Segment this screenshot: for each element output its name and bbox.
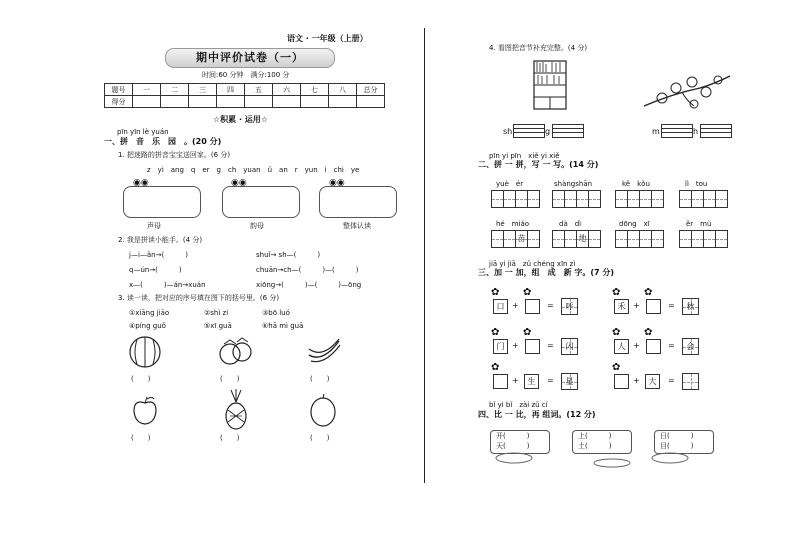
s2-pinyin-item: dōng xī (619, 220, 650, 228)
char-grid[interactable] (616, 230, 664, 248)
q2-text: 2. 我是拼读小能手。(4 分) (118, 236, 203, 244)
bookshelf-icon (532, 59, 568, 111)
answer-box[interactable] (614, 374, 629, 389)
plus-sign: + (512, 376, 519, 385)
subject-header: 语文 · 一年级（上册） (287, 34, 368, 43)
char-grid[interactable] (616, 190, 664, 208)
section-banner: ☆积累 · 运用☆ (213, 115, 268, 124)
s1-pinyin: pīn yīn lè yuán (117, 128, 169, 136)
q2-item: j—i—ǎn→( ) (129, 251, 188, 259)
s4-pinyin: bǐ yi bǐ zài zǔ cí (489, 401, 548, 409)
q1-syllables: z yi ang q er g ch yuan ü an r yun i chi ye (147, 166, 360, 174)
result-box: 会 (682, 338, 699, 355)
flower-icon: ✿ (491, 327, 500, 338)
q3-word: ①xiāng jiāo (129, 309, 170, 317)
q2-item: chuān→ch—( )—( ) (256, 266, 359, 274)
q3-text: 3. 读一读，把对应的序号填在图下的括号里。(6 分) (118, 294, 280, 302)
finals-box[interactable] (222, 186, 300, 218)
add-box: 大 (645, 374, 660, 389)
answer-blank[interactable]: ( ) (220, 375, 240, 383)
q1-text: 1. 把迷路的拼音宝宝送回家。(6 分) (118, 151, 231, 159)
plum-blossom-icon (642, 72, 732, 112)
q4-left-mid: g (545, 127, 551, 136)
answer-blank[interactable]: ( ) (220, 434, 240, 442)
char-grid[interactable]: 地 (553, 230, 601, 248)
box-label-finals: 韵母 (250, 222, 264, 230)
score-header-row: 题号 一 二 三 四 五 六 七 八 总分 (105, 84, 385, 96)
s4-heading: 四、比 一 比，再 组词。(12 分) (478, 410, 596, 419)
q3-word: ⑤xī guā (204, 322, 232, 330)
s2-pinyin-item: hé miáo (496, 220, 530, 228)
plus-sign: + (512, 301, 519, 310)
q4-left-prefix: sh (503, 127, 513, 136)
q4-right-prefix: m (652, 127, 660, 136)
q3-word: ④píng guǒ (129, 322, 166, 330)
s2-pinyin-item: lì tou (685, 180, 708, 188)
lily-pad-icon (494, 452, 534, 464)
q3-word: ③bō luó (262, 309, 290, 317)
apple-icon (130, 395, 160, 427)
score-value-row: 得分 (105, 96, 385, 108)
watermelon-icon (127, 335, 163, 369)
q2-item: x—( )—án→xuán (129, 281, 206, 289)
s2-pinyin-item: yuè ér (496, 180, 524, 188)
q4-right-mid: h (693, 127, 699, 136)
flower-icon: ✿ (491, 287, 500, 298)
s3-pinyin: jiā yi jiā zǔ chéng xīn zì (489, 260, 576, 268)
q2-item: shuǐ→ sh—( ) (256, 251, 321, 259)
add-box: 生 (524, 374, 539, 389)
word-compare-item[interactable]: 天( ) (496, 442, 530, 450)
equals-sign: = (547, 301, 554, 310)
initials-box[interactable] (123, 186, 201, 218)
q4-text: 4. 看图把音节补充完整。(4 分) (489, 44, 588, 52)
flower-icon: ✿ (612, 362, 621, 373)
s3-heading: 三、加 一 加，组 成 新 字。(7 分) (478, 268, 615, 277)
writing-lines[interactable] (552, 124, 584, 138)
s2-pinyin-item: dà dì (559, 220, 582, 228)
result-box[interactable] (682, 373, 699, 390)
banana-icon (305, 335, 343, 365)
plus-sign: + (633, 341, 640, 350)
result-box: 秋 (682, 298, 699, 315)
cantaloupe-icon (308, 392, 338, 428)
char-grid[interactable] (553, 190, 601, 208)
page-divider (424, 28, 425, 483)
equals-sign: = (668, 301, 675, 310)
flower-icon: ✿ (612, 287, 621, 298)
writing-lines[interactable] (513, 124, 545, 138)
flower-icon: ✿ (644, 287, 653, 298)
eyes-icon: ◉◉ (133, 178, 149, 188)
equals-sign: = (668, 376, 675, 385)
box-label-whole: 整体认读 (343, 222, 371, 230)
writing-lines[interactable] (700, 124, 732, 138)
equals-sign: = (547, 341, 554, 350)
flower-icon: ✿ (612, 327, 621, 338)
add-box: 人 (614, 339, 629, 354)
plus-sign: + (633, 301, 640, 310)
eyes-icon: ◉◉ (329, 178, 345, 188)
flower-icon: ✿ (491, 362, 500, 373)
lily-pad-icon (592, 458, 632, 468)
whole-syllable-box[interactable] (319, 186, 397, 218)
add-box: 口 (493, 299, 508, 314)
equals-sign: = (547, 376, 554, 385)
flower-icon: ✿ (644, 327, 653, 338)
q3-word: ②shì zi (204, 309, 229, 317)
writing-lines[interactable] (661, 124, 693, 138)
plus-sign: + (633, 376, 640, 385)
q2-item: q—ún→( ) (129, 266, 182, 274)
persimmon-icon (216, 332, 254, 370)
flower-icon: ✿ (523, 327, 532, 338)
score-table (104, 83, 385, 108)
answer-blank[interactable]: ( ) (310, 375, 330, 383)
answer-box[interactable] (525, 299, 540, 314)
flower-icon: ✿ (523, 287, 532, 298)
add-box: 门 (493, 339, 508, 354)
char-grid[interactable] (680, 190, 728, 208)
answer-box[interactable] (493, 374, 508, 389)
answer-box[interactable] (525, 339, 540, 354)
equals-sign: = (668, 341, 675, 350)
s2-pinyin-item: ěr mù (686, 220, 712, 228)
pineapple-icon (221, 388, 251, 430)
word-compare-item[interactable]: 土( ) (578, 442, 612, 450)
s2-pinyin-item: kě kǒu (622, 180, 650, 188)
result-box: 星 (561, 373, 578, 390)
plus-sign: + (512, 341, 519, 350)
add-box: 禾 (614, 299, 629, 314)
word-compare-item[interactable]: 上( ) (578, 432, 612, 440)
s2-pinyin: pīn yi pīn xiě yi xiě (489, 152, 560, 160)
time-info: 时间:60 分钟 满分:100 分 (202, 71, 290, 79)
answer-box[interactable] (646, 299, 661, 314)
eyes-icon: ◉◉ (231, 178, 247, 188)
char-grid[interactable]: 苗 (492, 230, 540, 248)
word-compare-item[interactable]: 目( ) (660, 442, 694, 450)
s2-pinyin-item: shàngshān (554, 180, 593, 188)
result-box: 闪 (561, 338, 578, 355)
s1-heading: 一、拼 音 乐 园 。(20 分) (104, 137, 222, 146)
q3-word: ⑥hā mì guā (262, 322, 304, 330)
word-compare-item[interactable]: 开( ) (496, 432, 530, 440)
answer-blank[interactable]: ( ) (131, 434, 151, 442)
char-grid[interactable] (492, 190, 540, 208)
s2-heading: 二、拼 一 拼，写 一 写。(14 分) (478, 160, 599, 169)
q2-item: xiōng→( )—( )—ōng (256, 281, 362, 289)
box-label-initials: 声母 (147, 222, 161, 230)
answer-blank[interactable]: ( ) (310, 434, 330, 442)
answer-blank[interactable]: ( ) (131, 375, 151, 383)
char-grid[interactable] (680, 230, 728, 248)
answer-box[interactable] (646, 339, 661, 354)
word-compare-item[interactable]: 日( ) (660, 432, 694, 440)
result-box: 呼 (561, 298, 578, 315)
page-title: 期中评价试卷（一） (165, 48, 335, 68)
lily-pad-icon (650, 452, 690, 464)
